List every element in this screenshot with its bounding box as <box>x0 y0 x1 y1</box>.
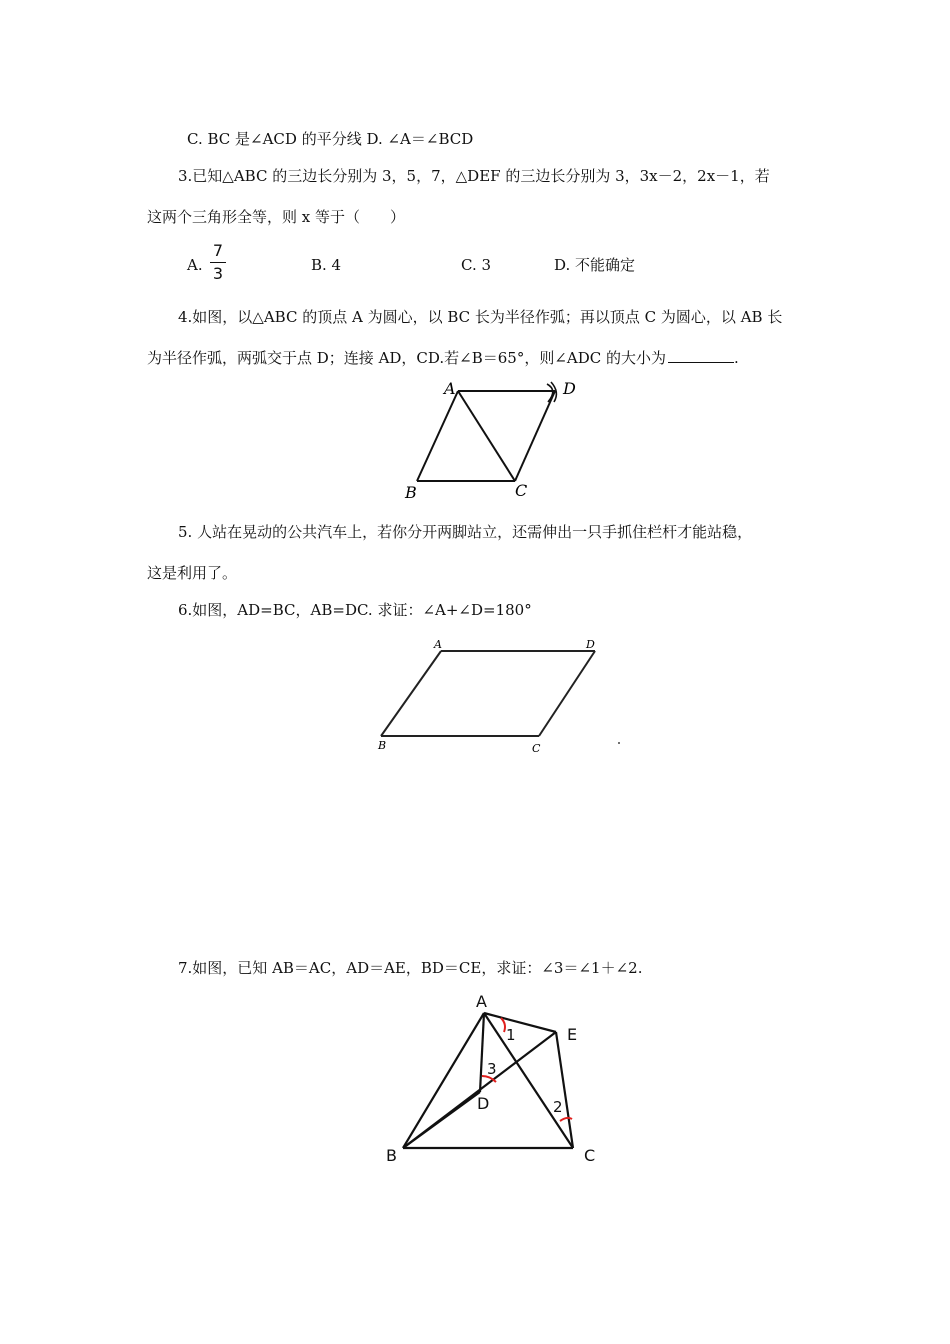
segment-be <box>403 1032 556 1148</box>
q6-label-c: C <box>532 742 541 755</box>
q7-label-a: A <box>476 992 487 1011</box>
q7-label-e: E <box>567 1025 578 1044</box>
q4-label-d: D <box>563 379 576 398</box>
q6-label-b: B <box>378 739 387 752</box>
fraction-bar <box>210 262 226 263</box>
segment-ab <box>381 651 441 736</box>
q3-line1: 3.已知△ABC 的三边长分别为 3，5，7，△DEF 的三边长分别为 3，3x－2，2x－1，若 <box>178 167 770 185</box>
q6-figure <box>362 632 624 782</box>
q3-line2: 这两个三角形全等，则 x 等于（ ） <box>147 208 405 226</box>
q4-line2-text: 为半径作弧，两弧交于点 D；连接 AD，CD.若∠B＝65°，则∠ADC 的大小为 <box>147 349 667 367</box>
q7-figure <box>380 988 610 1170</box>
q4-figure <box>400 374 590 506</box>
q3-option-d: D. 不能确定 <box>554 256 636 274</box>
fraction-denominator: 3 <box>212 264 224 283</box>
angle-mark-2 <box>560 1118 572 1121</box>
q7-label-c: C <box>584 1146 596 1165</box>
answer-blank <box>668 348 734 363</box>
q4-label-b: B <box>405 483 417 502</box>
q4-line2 <box>147 348 739 368</box>
q4-line2-end: . <box>734 349 739 367</box>
segment-ab <box>403 1013 484 1148</box>
q5-line2: 这是利用了。 <box>147 564 238 582</box>
segment-cd <box>515 391 555 481</box>
segment-ac <box>458 391 515 481</box>
angle-mark-1 <box>501 1018 505 1032</box>
q4-line1: 4.如图，以△ABC 的顶点 A 为圆心，以 BC 长为半径作弧；再以顶点 C 为圆心，以 AB 长 <box>178 308 783 326</box>
q4-label-c: C <box>515 481 528 500</box>
q6-line1: 6.如图，AD=BC，AB=DC. 求证：∠A+∠D=180° <box>178 601 532 619</box>
fraction-numerator: 7 <box>212 241 224 260</box>
q2-options-cd: C. BC 是∠ACD 的平分线 D. ∠A＝∠BCD <box>187 130 474 148</box>
stray-dot <box>618 742 620 744</box>
q6-label-d: D <box>586 638 595 651</box>
q5-line1: 5. 人站在晃动的公共汽车上，若你分开两脚站立，还需伸出一只手抓住栏杆才能站稳， <box>178 523 753 541</box>
q7-label-angle-2: 2 <box>553 1098 563 1116</box>
q7-label-d: D <box>477 1094 490 1113</box>
q7-label-b: B <box>386 1146 397 1165</box>
segment-ab <box>417 391 458 481</box>
q3-option-a-prefix: A. <box>187 256 203 274</box>
segment-ec <box>556 1032 573 1148</box>
q6-label-a: A <box>434 638 442 651</box>
q7-label-angle-1: 1 <box>506 1026 516 1044</box>
q7-label-angle-3: 3 <box>487 1060 497 1078</box>
q4-label-a: A <box>444 379 456 398</box>
q7-line1: 7.如图，已知 AB＝AC，AD＝AE，BD＝CE，求证：∠3＝∠1＋∠2. <box>178 959 643 977</box>
q3-option-c: C. 3 <box>461 256 492 274</box>
segment-ac <box>484 1013 573 1148</box>
segment-cd <box>539 651 595 736</box>
q3-option-b: B. 4 <box>311 256 342 274</box>
q3-option-a-fraction <box>208 242 228 283</box>
segment-ad <box>480 1013 484 1092</box>
